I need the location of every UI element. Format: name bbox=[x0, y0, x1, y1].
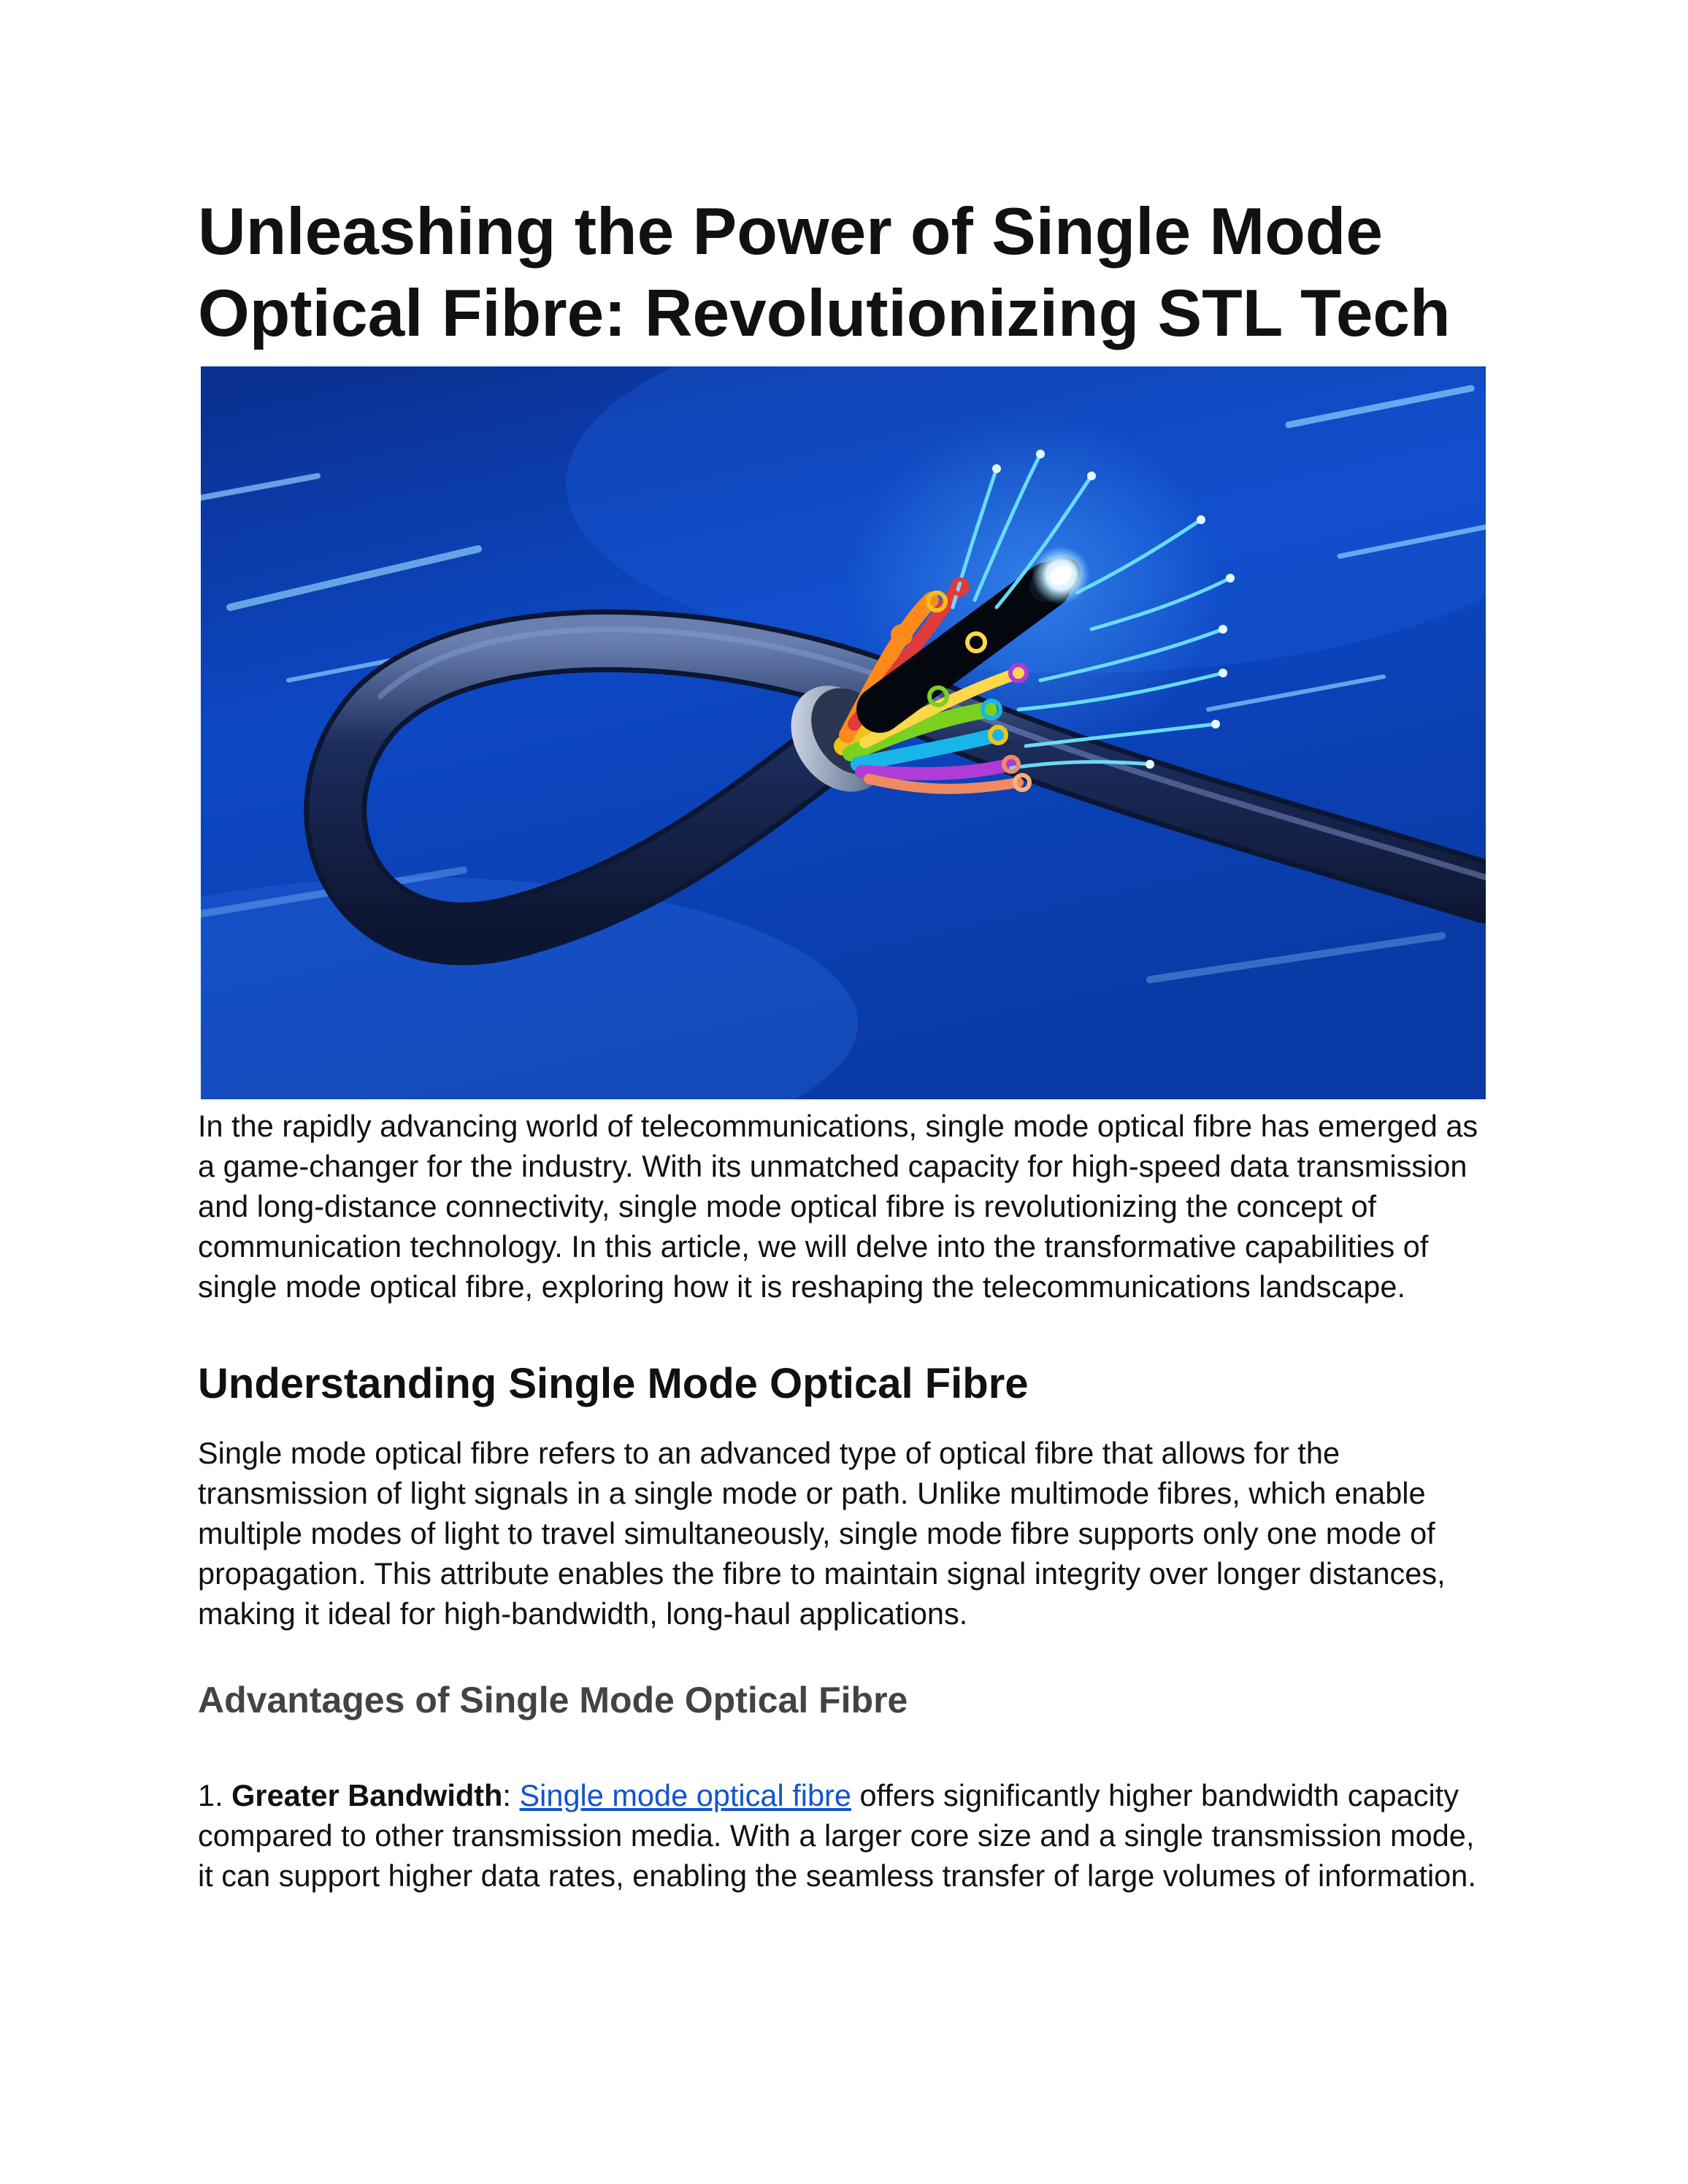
advantage-term: Greater Bandwidth bbox=[231, 1778, 503, 1812]
term-separator: : bbox=[502, 1778, 520, 1812]
advantage-item-1 bbox=[198, 1775, 1497, 1896]
single-mode-fibre-link[interactable]: Single mode optical fibre bbox=[519, 1778, 851, 1812]
section-heading-advantages: Advantages of Single Mode Optical Fibre bbox=[198, 1680, 908, 1720]
section-heading-understanding: Understanding Single Mode Optical Fibre bbox=[198, 1360, 1029, 1407]
list-number: 1. bbox=[198, 1778, 232, 1812]
understanding-paragraph: Single mode optical fibre refers to an advanced type of optical fibre that allows for the transmission of light signals in a single mode or path. Unlike multimode fibres, which enable multiple modes of light to travel simultaneously, single mode fibre supports only one mode of propagation. This attribute enables the fibre to maintain signal integrity over longer distances, making it ideal for high-bandwidth, long-haul applications. bbox=[198, 1436, 1446, 1631]
article-title: Unleashing the Power of Single Mode Optical Fibre: Revolutionizing STL Tech bbox=[198, 195, 1451, 350]
intro-paragraph: In the rapidly advancing world of telecommunications, single mode optical fibre has emerged as a game-changer for the industry. With its unmatched capacity for high-speed data transmission and long-distance connectivity, single mode optical fibre is revolutionizing the concept of communication technology. In this article, we will delve into the transformative capabilities of single mode optical fibre, exploring how it is reshaping the telecommunications landscape. bbox=[198, 1109, 1478, 1304]
advantage-description: offers significantly higher bandwidth capacity compared to other transmission media. With a larger core size and a single transmission mode, it can support higher data rates, enabling the seamless transfer of large volumes of information. bbox=[198, 1778, 1476, 1893]
fibre-optic-cable-image bbox=[201, 366, 1486, 1099]
